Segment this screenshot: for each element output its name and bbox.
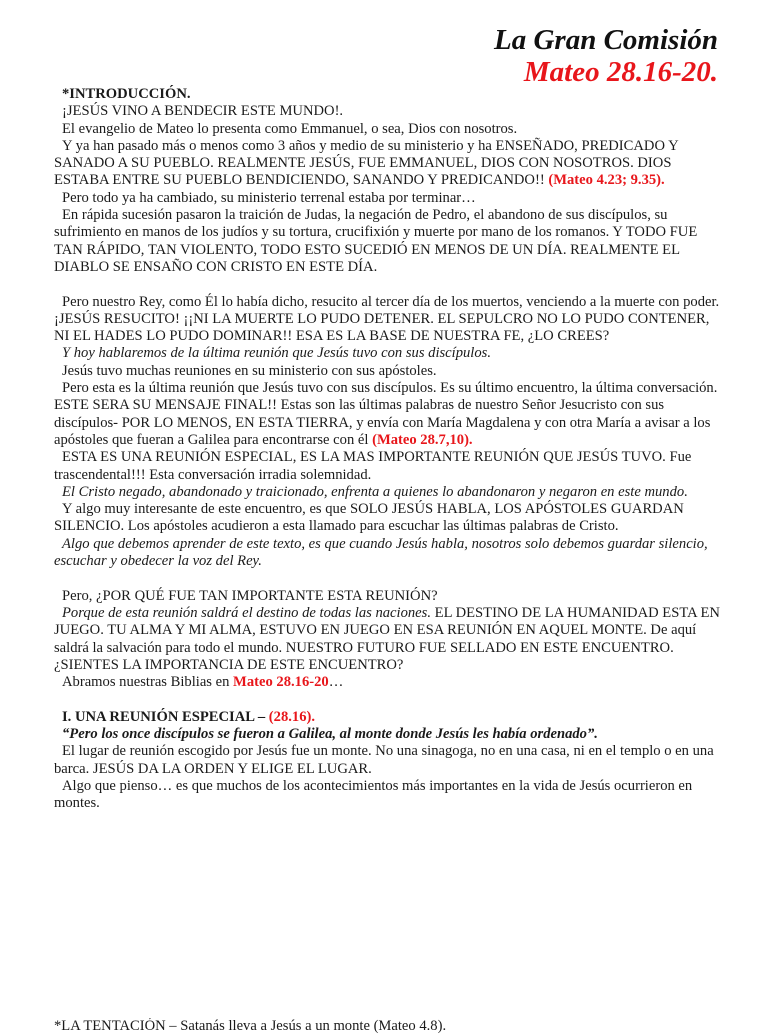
paragraph-text: EL DESTINO DE LA HUMANIDAD ESTA EN JUEGO. TU ALMA Y MI ALMA, ESTUVO EN JUEGO EN ESA REUNIÓN EN AQUEL MONTE. De aquí saldrá la salvación para todo el mundo. NUESTRO FUTURO FUE SELLADO EN ESTE ENCUENTRO. ¿SIENTES LA IMPORTANCIA DE ESTE ENCUENTRO? [54, 604, 720, 673]
intro-heading: *INTRODUCCIÓN. [62, 86, 191, 102]
intro-paragraph-italic: Y hoy hablaremos de la última reunión que Jesús tuvo con sus discípulos. [62, 345, 491, 362]
intro-paragraph-italic: El Cristo negado, abandonado y traicionado, enfrenta a quienes lo abandonaron y negaron en este mundo. [62, 483, 688, 500]
intro-paragraph: En rápida sucesión pasaron la traición de Judas, la negación de Pedro, el abandono de sus discípulos, su sufrimiento en manos de los judíos y su tortura, crucifixión y muerte por mano de los romanos. Y TODO FUE TAN RÁPIDO, TAN VIOLENTO, TODO ESTO SUCEDIÓ EN MENOS DE UN DÍA. REALMENTE EL DIABLO SE ENSAÑO CON CRISTO EN ESTE DÍA. [54, 207, 698, 275]
document-body [54, 86, 722, 812]
scripture-reference: Mateo 28.16-20 [233, 674, 329, 691]
section-heading [54, 709, 722, 726]
intro-paragraph: El evangelio de Mateo lo presenta como Emmanuel, o sea, Dios con nosotros. [62, 120, 518, 137]
intro-paragraph: Pero todo ya ha cambiado, su ministerio terrenal estaba por terminar… [62, 189, 476, 206]
paragraph-gap [54, 276, 722, 293]
paragraph-text: … [328, 674, 344, 691]
intro-paragraph [54, 380, 722, 449]
intro-paragraph: ESTA ES UNA REUNIÓN ESPECIAL, ES LA MAS IMPORTANTE REUNIÓN QUE JESÚS TUVO. Fue trascendental!!! Esta conversación irradia solemnidad. [54, 449, 692, 483]
paragraph-gap [54, 570, 722, 587]
intro-paragraph [54, 605, 722, 674]
scripture-quote: “Pero los once discípulos se fueron a Galilea, al monte donde Jesús les había ordenado”. [62, 725, 598, 742]
page-title: La Gran Comisión [494, 24, 718, 56]
paragraph-text: Pero esta es la última reunión que Jesús tuvo con sus discípulos. Es su último encuentro, la última conversación. ESTE SERA SU MENSAJE FINAL!! Estas son las últimas palabras de nuestro Señor Jesucristo con sus discípulos- POR LO MENOS, EN ESTA TIERRA, y envía con María Magdalena y con otra María a avisar a los apóstoles que fueran a Galilea para encontrarse con él [54, 380, 718, 448]
paragraph-text: Abramos nuestras Biblias en [62, 674, 234, 691]
page-subtitle: Mateo 28.16-20. [523, 56, 718, 88]
intro-paragraph: Jesús tuvo muchas reuniones en su ministerio con sus apóstoles. [62, 362, 437, 379]
scripture-reference: (Mateo 4.23; 9.35). [548, 172, 665, 189]
scripture-reference: (28.16). [268, 708, 316, 725]
intro-paragraph: ¡JESÚS VINO A BENDECIR ESTE MUNDO!. [62, 103, 344, 120]
intro-paragraph [54, 674, 722, 691]
intro-paragraph [54, 138, 722, 190]
cutoff-next-line: *LA TENTACIÓN – Satanás lleva a Jesús a un monte (Mateo 4.8). [54, 1018, 447, 1034]
scripture-reference: (Mateo 28.7,10). [372, 431, 473, 448]
intro-paragraph: Pero, ¿POR QUÉ FUE TAN IMPORTANTE ESTA REUNIÓN? [62, 587, 438, 604]
section-paragraph: El lugar de reunión escogido por Jesús fue un monte. No una sinagoga, no en una casa, ni en el templo o en una barca. JESÚS DA LA ORDEN Y ELIGE EL LUGAR. [54, 743, 714, 777]
intro-paragraph-italic: Algo que debemos aprender de este texto, es que cuando Jesús habla, nosotros solo debemos guardar silencio, escuchar y obedecer la voz del Rey. [54, 535, 708, 570]
section-paragraph: Algo que pienso… es que muchos de los acontecimientos más importantes en la vida de Jesús ocurrieron en montes. [54, 777, 693, 812]
intro-paragraph: Pero nuestro Rey, como Él lo había dicho, resucito al tercer día de los muertos, venciendo a la muerte con poder. ¡JESÚS RESUCITO! ¡¡NI LA MUERTE LO PUDO DETENER. EL SEPULCRO NO LO PUDO CONTENER, NI EL HADES LO PUDO DOMINAR!! ESA ES LA BASE DE NUESTRA FE, ¿LO CREES? [54, 293, 720, 345]
paragraph-gap [54, 691, 722, 708]
title-block [494, 24, 718, 88]
paragraph-text-italic: Porque de esta reunión saldrá el destino de todas las naciones. [62, 604, 431, 621]
intro-paragraph: Y algo muy interesante de este encuentro, es que SOLO JESÚS HABLA, LOS APÓSTOLES GUARDAN SILENCIO. Los apóstoles acudieron a esta llamado para escuchar las últimas palabras de Cristo. [54, 501, 684, 535]
paragraph-text: Y ya han pasado más o menos como 3 años y medio de su ministerio y ha ENSEÑADO, PREDICADO Y SANADO A SU PUEBLO. REALMENTE JESÚS, FUE EMMANUEL, DIOS CON NOSOTROS. DIOS ESTABA ENTRE SU PUEBLO BENDICIENDO, SANANDO Y PREDICANDO!! [54, 137, 679, 189]
section-heading-text: I. UNA REUNIÓN ESPECIAL – [62, 708, 269, 725]
